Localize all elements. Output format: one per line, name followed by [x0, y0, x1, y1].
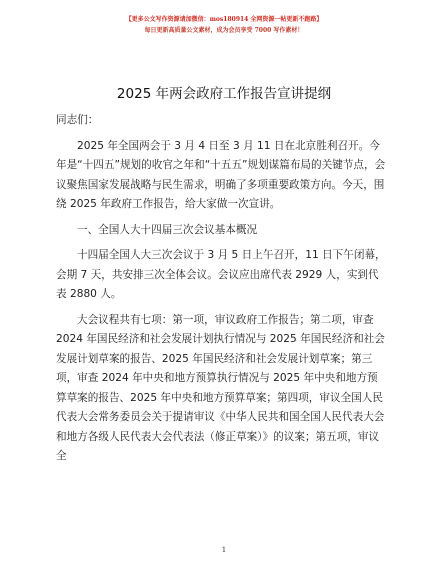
promo-banner	[0, 14, 448, 36]
document-body	[56, 111, 386, 467]
promo-banner-line-1: 【更多公文写作资源请加微信：mos180914 全网资源一帖更新不跑路】	[125, 16, 323, 23]
greeting: 同志们：	[56, 114, 99, 126]
page-number: 1	[221, 546, 227, 554]
meeting-overview-paragraph: 十四届全国人大三次会议于 3 月 5 日上午召开，11 日下午闭幕，会期 7 天，共安排三次全体会议。会议应出席代表 2929 人，实到代表 2880 人。	[56, 249, 386, 300]
promo-banner-line-2: 每日更新高质量公文素材，成为会员享受 7000 写作素材！	[144, 27, 304, 34]
agenda-paragraph: 大会议程共有七项：第一项，审议政府工作报告；第二项，审查 2024 年国民经济和社会发展计划执行情况与 2025 年国民经济和社会发展计划草案的报告、2025 年国民经济和社会发展计划草案；第三项，审查 2024 年中央和地方预算执行情况与 2025 年中央和地方预算草案的报告、2025 年中央和地方预算草案；第四项，审议全国人民代表大会常务委员会关于提请审议《中华人民共和国全国人民代表大会和地方各级人民代表大会代表法（修正草案）》的议案；第五项，审议全	[56, 313, 385, 462]
section-heading: 一、全国人大十四届三次会议基本概况	[77, 223, 258, 236]
document-title: 2025 年两会政府工作报告宣讲提纲	[116, 86, 332, 102]
intro-paragraph: 2025 年全国两会于 3 月 4 日至 3 月 11 日在北京胜利召开。今年是“十四五”规划的收官之年和“十五五”规划谋篇布局的关键节点，会议聚焦国家发展战略与民生需求，明确了多项重要政策方向。今天，围绕 2025 年政府工作报告，给大家做一次宣讲。	[56, 139, 386, 210]
